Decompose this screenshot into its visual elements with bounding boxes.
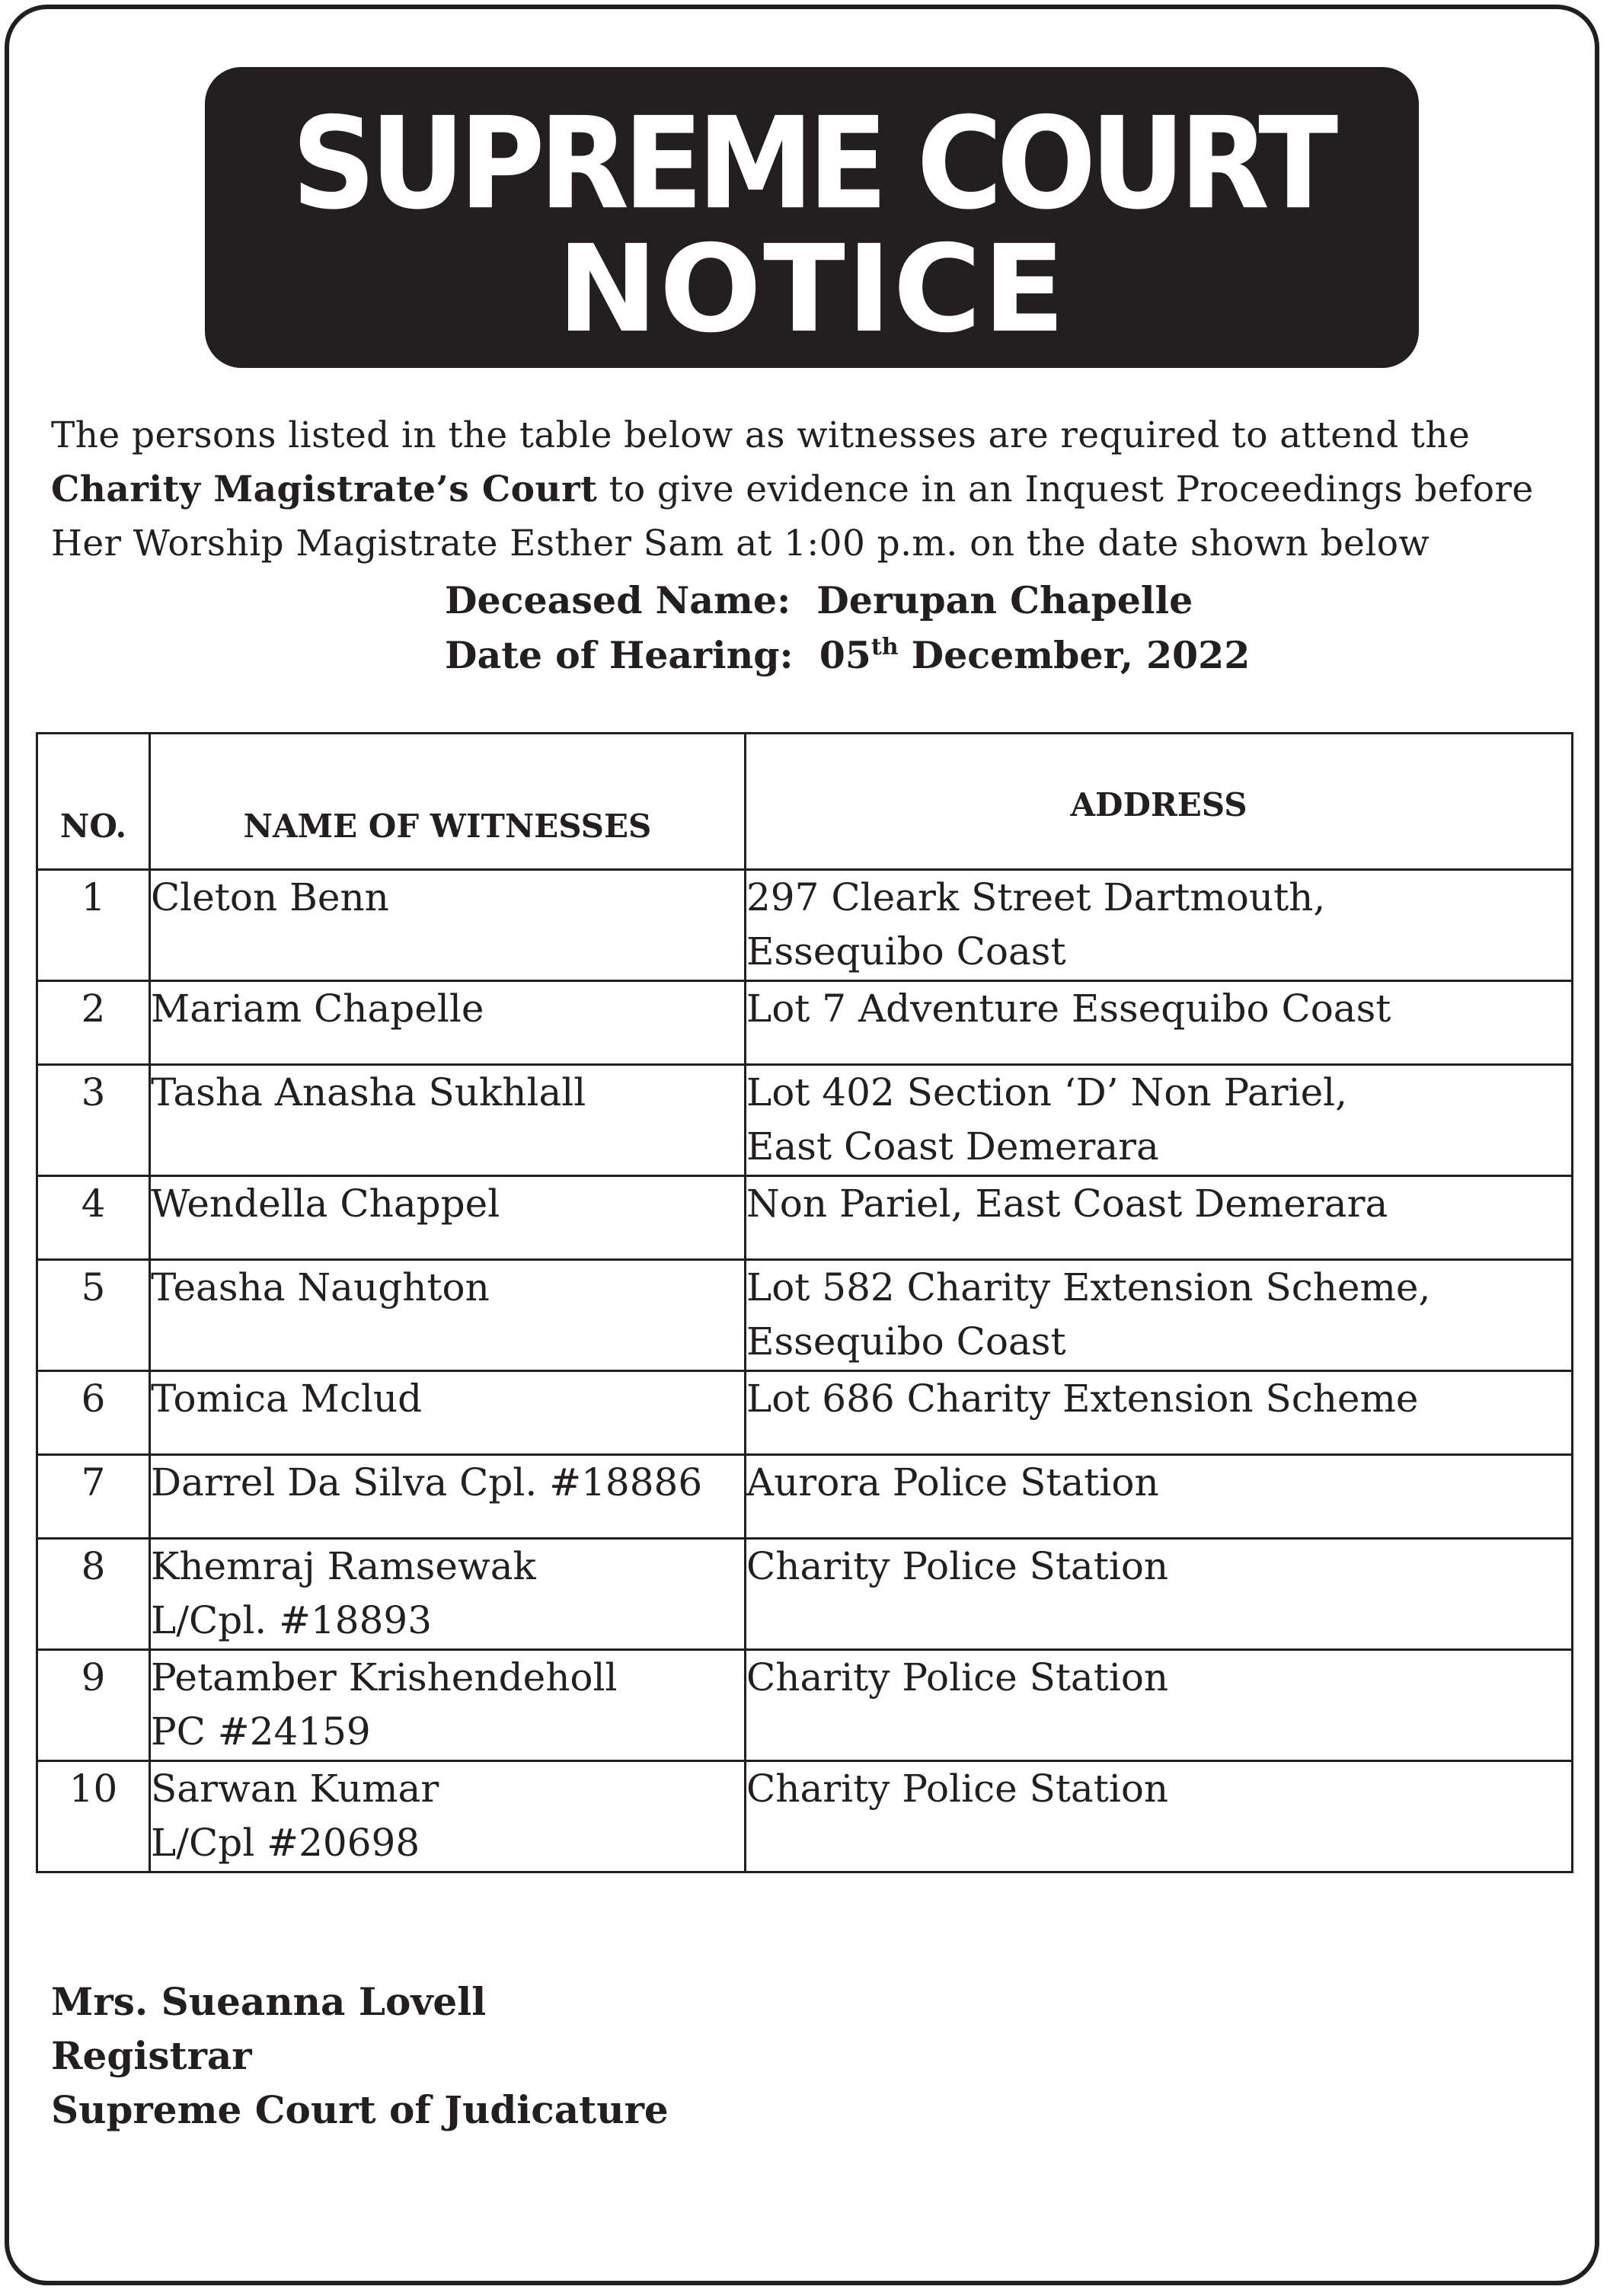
cell-name	[150, 1065, 746, 1176]
cell-name	[150, 1455, 746, 1539]
header-no: NO.	[37, 734, 150, 870]
table-row	[37, 1650, 1573, 1761]
name-line: Tomica Mclud	[151, 1377, 423, 1421]
cell-no: 9	[37, 1650, 150, 1761]
hearing-date-suffix: th	[870, 634, 899, 660]
table-row	[37, 1176, 1573, 1260]
intro-paragraph	[51, 408, 1567, 571]
intro-line-2-rest: to give evidence in an Inquest Proceedings before	[597, 468, 1534, 510]
hearing-date-line	[445, 628, 1250, 683]
address-line: Charity Police Station	[746, 1544, 1169, 1588]
table-row	[37, 981, 1573, 1065]
cell-name	[150, 1761, 746, 1872]
cell-address	[746, 1176, 1573, 1260]
name-line: Petamber Krishendeholl	[151, 1655, 618, 1700]
cell-name	[150, 981, 746, 1065]
cell-address	[746, 1065, 1573, 1176]
table-row	[37, 1539, 1573, 1650]
witness-table	[36, 732, 1573, 1873]
address-line: Aurora Police Station	[746, 1460, 1159, 1505]
cell-name	[150, 1176, 746, 1260]
registrar-organization: Supreme Court of Judicature	[51, 2087, 669, 2132]
address-line: Lot 7 Adventure Essequibo Coast	[746, 987, 1391, 1031]
cell-no: 1	[37, 870, 150, 981]
address-line: Charity Police Station	[746, 1767, 1169, 1811]
address-line: Lot 402 Section ‘D’ Non Pariel,	[746, 1070, 1348, 1114]
cell-address	[746, 1455, 1573, 1539]
name-line: Cleton Benn	[151, 875, 389, 919]
address-line: Charity Police Station	[746, 1655, 1169, 1700]
address-line: Non Pariel, East Coast Demerara	[746, 1182, 1388, 1226]
hearing-date-rest: December, 2022	[911, 633, 1251, 677]
table-row	[37, 1455, 1573, 1539]
hearing-details	[445, 573, 1250, 683]
header-address: ADDRESS	[746, 734, 1573, 870]
cell-no: 5	[37, 1260, 150, 1371]
cell-no: 4	[37, 1176, 150, 1260]
table-row	[37, 870, 1573, 981]
cell-no: 3	[37, 1065, 150, 1176]
table-row	[37, 1371, 1573, 1455]
name-line: PC #24159	[151, 1709, 371, 1754]
cell-address	[746, 1650, 1573, 1761]
table-row	[37, 1260, 1573, 1371]
deceased-line	[445, 573, 1250, 628]
banner-subtitle: NOTICE	[557, 219, 1067, 360]
name-line: Tasha Anasha Sukhlall	[151, 1070, 586, 1114]
name-line: Khemraj Ramsewak	[151, 1544, 536, 1588]
hearing-date-day: 05	[819, 633, 871, 677]
signature-block	[51, 1975, 669, 2137]
cell-address	[746, 1539, 1573, 1650]
address-line: Lot 582 Charity Extension Scheme,	[746, 1265, 1431, 1309]
address-line: Lot 686 Charity Extension Scheme	[746, 1377, 1419, 1421]
intro-line-2	[51, 462, 1567, 516]
cell-name	[150, 1371, 746, 1455]
banner-title: SUPREME COURT	[291, 90, 1333, 238]
intro-line-1: The persons listed in the table below as witnesses are required to attend the	[51, 414, 1471, 456]
header-name: NAME OF WITNESSES	[150, 734, 746, 870]
registrar-title: Registrar	[51, 2033, 252, 2078]
cell-address	[746, 870, 1573, 981]
name-line: Sarwan Kumar	[151, 1767, 439, 1811]
name-line: L/Cpl #20698	[151, 1821, 420, 1865]
cell-no: 2	[37, 981, 150, 1065]
address-line: 297 Cleark Street Dartmouth,	[746, 875, 1326, 919]
name-line: Teasha Naughton	[151, 1265, 490, 1309]
cell-no: 6	[37, 1371, 150, 1455]
name-line: Darrel Da Silva Cpl. #18886	[151, 1460, 703, 1505]
cell-name	[150, 1539, 746, 1650]
deceased-name: Derupan Chapelle	[816, 578, 1193, 622]
table-row	[37, 1761, 1573, 1872]
address-line: Essequibo Coast	[746, 1319, 1066, 1364]
name-line: L/Cpl. #18893	[151, 1598, 433, 1642]
cell-no: 10	[37, 1761, 150, 1872]
cell-address	[746, 1371, 1573, 1455]
deceased-label: Deceased Name:	[445, 578, 791, 622]
cell-address	[746, 981, 1573, 1065]
address-line: Essequibo Coast	[746, 929, 1066, 974]
notice-banner	[205, 67, 1419, 368]
cell-name	[150, 1260, 746, 1371]
cell-name	[150, 870, 746, 981]
cell-no: 8	[37, 1539, 150, 1650]
name-line: Wendella Chappel	[151, 1182, 500, 1226]
court-name: Charity Magistrate’s Court	[51, 468, 598, 510]
address-line: East Coast Demerara	[746, 1124, 1159, 1169]
cell-name	[150, 1650, 746, 1761]
intro-line-3: Her Worship Magistrate Esther Sam at 1:00 p.m. on the date shown below	[51, 523, 1430, 564]
cell-address	[746, 1260, 1573, 1371]
hearing-date-label: Date of Hearing:	[445, 633, 794, 677]
table-row	[37, 1065, 1573, 1176]
cell-address	[746, 1761, 1573, 1872]
cell-no: 7	[37, 1455, 150, 1539]
registrar-name: Mrs. Sueanna Lovell	[51, 1979, 487, 2024]
name-line: Mariam Chapelle	[151, 987, 484, 1031]
table-header-row	[37, 734, 1573, 870]
witness-rows	[37, 870, 1573, 1872]
